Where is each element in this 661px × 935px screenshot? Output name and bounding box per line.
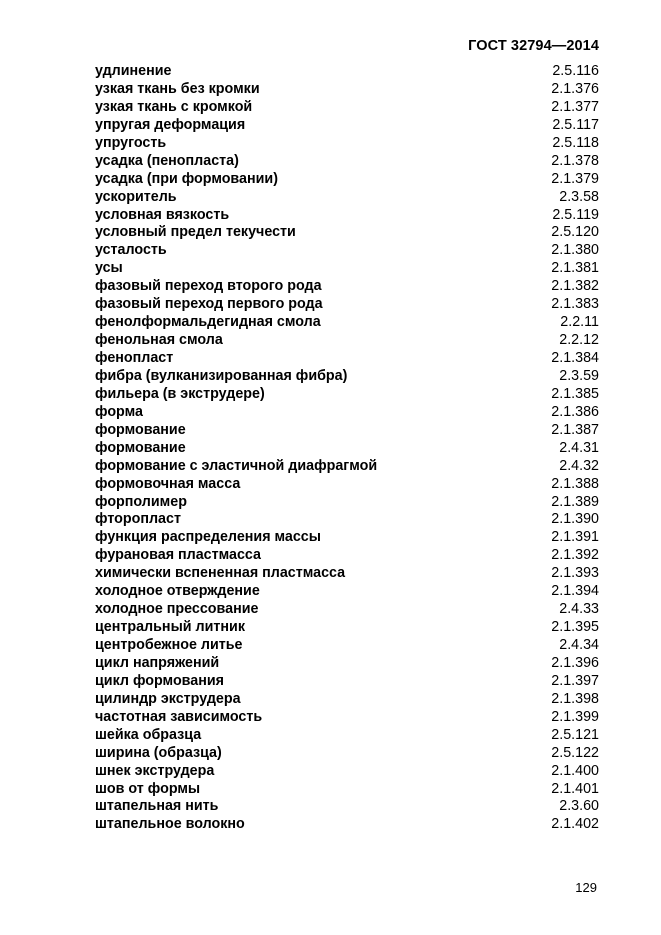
index-entry — [95, 494, 599, 512]
index-reference: 2.5.120 — [551, 224, 599, 241]
index-entry — [95, 763, 599, 781]
index-reference: 2.3.59 — [559, 367, 599, 384]
index-reference: 2.4.33 — [559, 601, 599, 618]
index-entry — [95, 117, 599, 135]
index-term: фазовый переход второго рода — [95, 278, 322, 295]
index-reference: 2.1.389 — [551, 493, 599, 510]
index-reference: 2.5.117 — [552, 116, 599, 133]
index-term: химически вспененная пластмасса — [95, 565, 346, 582]
index-term: формовочная масса — [95, 475, 241, 492]
index-reference: 2.1.393 — [551, 565, 599, 582]
index-reference: 2.3.60 — [559, 798, 599, 815]
index-entry — [95, 332, 599, 350]
index-reference: 2.1.385 — [551, 385, 599, 402]
index-reference: 2.1.390 — [551, 511, 599, 528]
index-reference: 2.1.388 — [551, 475, 599, 492]
index-term: центробежное литье — [95, 637, 243, 653]
index-reference: 2.5.118 — [552, 134, 599, 151]
index-entry — [95, 601, 599, 619]
index-entry — [95, 260, 599, 278]
index-entry — [95, 745, 599, 763]
index-term: фурановая пластмасса — [95, 547, 261, 564]
index-reference: 2.1.381 — [551, 260, 599, 277]
index-entry — [95, 709, 599, 727]
index-reference: 2.1.395 — [551, 619, 599, 636]
index-term: формование — [95, 421, 186, 438]
index-term: фенольная смола — [95, 332, 223, 349]
index-term: цилиндр экструдера — [95, 690, 241, 707]
index-reference: 2.1.402 — [551, 816, 599, 833]
index-reference: 2.1.387 — [551, 421, 599, 438]
index-entry — [95, 135, 599, 153]
index-entry — [95, 404, 599, 422]
index-entry — [95, 637, 599, 655]
index-reference: 2.1.391 — [551, 529, 599, 546]
index-term: холодное отверждение — [95, 583, 260, 600]
index-reference: 2.1.398 — [551, 690, 599, 707]
index-term: шов от формы — [95, 780, 201, 797]
index-term: функция распределения массы — [95, 529, 321, 546]
index-reference: 2.2.12 — [559, 332, 599, 349]
index-term: холодное прессование — [95, 601, 259, 618]
index-reference: 2.1.400 — [551, 762, 599, 779]
index-term: фенопласт — [95, 350, 174, 366]
index-entry — [95, 368, 599, 386]
index-term: условный предел текучести — [95, 224, 296, 241]
index-entry — [95, 529, 599, 547]
index-reference: 2.1.384 — [551, 350, 599, 366]
index-term: усы — [95, 260, 123, 277]
index-term: фибра (вулканизированная фибра) — [95, 367, 348, 384]
index-reference: 2.4.34 — [559, 637, 599, 653]
index-reference: 2.5.121 — [551, 726, 599, 743]
index-term: узкая ткань без кромки — [95, 80, 260, 97]
index-term: цикл напряжений — [95, 654, 220, 671]
index-reference: 2.1.394 — [551, 583, 599, 600]
index-entry — [95, 207, 599, 225]
index-reference: 2.1.376 — [551, 80, 599, 97]
index-reference: 2.1.392 — [551, 547, 599, 564]
index-entry — [95, 655, 599, 673]
index-entry — [95, 565, 599, 583]
index-reference: 2.1.386 — [551, 403, 599, 420]
page-number: 129 — [575, 880, 597, 895]
index-entry — [95, 350, 599, 368]
index-reference: 2.5.116 — [552, 63, 599, 79]
index-entry — [95, 619, 599, 637]
index-term: фильера (в экструдере) — [95, 385, 265, 402]
index-entry — [95, 242, 599, 260]
index-entry — [95, 296, 599, 314]
index-entry — [95, 727, 599, 745]
index-term: усадка (пенопласта) — [95, 152, 239, 169]
index-reference: 2.2.11 — [560, 314, 599, 331]
index-reference: 2.1.397 — [551, 672, 599, 689]
index-reference: 2.5.119 — [552, 206, 599, 223]
index-entry — [95, 547, 599, 565]
index-reference: 2.5.122 — [551, 744, 599, 761]
index-term: форполимер — [95, 493, 187, 510]
index-term: фенолформальдегидная смола — [95, 314, 321, 331]
index-entry — [95, 476, 599, 494]
index-term: форма — [95, 403, 143, 420]
index-term: упругость — [95, 134, 167, 151]
index-reference: 2.1.380 — [551, 242, 599, 259]
index-entry — [95, 224, 599, 242]
index-reference: 2.1.396 — [551, 654, 599, 671]
index-term: усталость — [95, 242, 167, 259]
index-entry — [95, 153, 599, 171]
index-term: упругая деформация — [95, 116, 246, 133]
index-term: узкая ткань с кромкой — [95, 98, 253, 115]
index-entry — [95, 171, 599, 189]
index-entry — [95, 386, 599, 404]
index-entry — [95, 189, 599, 207]
index-entry — [95, 583, 599, 601]
index-term: условная вязкость — [95, 206, 230, 223]
index-entry — [95, 781, 599, 799]
index-reference: 2.1.399 — [551, 708, 599, 725]
index-term: штапельная нить — [95, 798, 219, 815]
index-entry — [95, 314, 599, 332]
index-reference: 2.4.31 — [559, 439, 599, 456]
index-term: шнек экструдера — [95, 762, 215, 779]
index-entry — [95, 816, 599, 834]
index-term: цикл формования — [95, 672, 224, 689]
index-reference: 2.1.378 — [551, 152, 599, 169]
index-term: ускоритель — [95, 188, 177, 205]
index-term: усадка (при формовании) — [95, 170, 278, 187]
index-entry — [95, 798, 599, 816]
index-term: частотная зависимость — [95, 708, 263, 725]
index-entry — [95, 673, 599, 691]
index-reference: 2.3.58 — [559, 188, 599, 205]
index-entry — [95, 278, 599, 296]
index-term: формование с эластичной диафрагмой — [95, 457, 378, 474]
index-reference: 2.4.32 — [559, 457, 599, 474]
index-reference: 2.1.383 — [551, 296, 599, 313]
index-reference: 2.1.401 — [551, 780, 599, 797]
index-entry — [95, 511, 599, 529]
index-reference: 2.1.377 — [551, 98, 599, 115]
index-entry — [95, 422, 599, 440]
index-term: формование — [95, 439, 186, 456]
index-term: центральный литник — [95, 619, 245, 636]
index-term: ширина (образца) — [95, 744, 222, 761]
index-entry — [95, 691, 599, 709]
index-entry — [95, 99, 599, 117]
index-entry — [95, 440, 599, 458]
index-entry — [95, 458, 599, 476]
index-entry — [95, 63, 599, 81]
index-term: фторопласт — [95, 511, 181, 528]
index-term: штапельное волокно — [95, 816, 245, 833]
index-term: фазовый переход первого рода — [95, 296, 323, 313]
index-term: удлинение — [95, 63, 172, 79]
index-term: шейка образца — [95, 726, 202, 743]
term-index-list — [95, 63, 599, 834]
document-code: ГОСТ 32794—2014 — [468, 38, 599, 54]
index-reference: 2.1.382 — [551, 278, 599, 295]
index-entry — [95, 81, 599, 99]
index-reference: 2.1.379 — [551, 170, 599, 187]
